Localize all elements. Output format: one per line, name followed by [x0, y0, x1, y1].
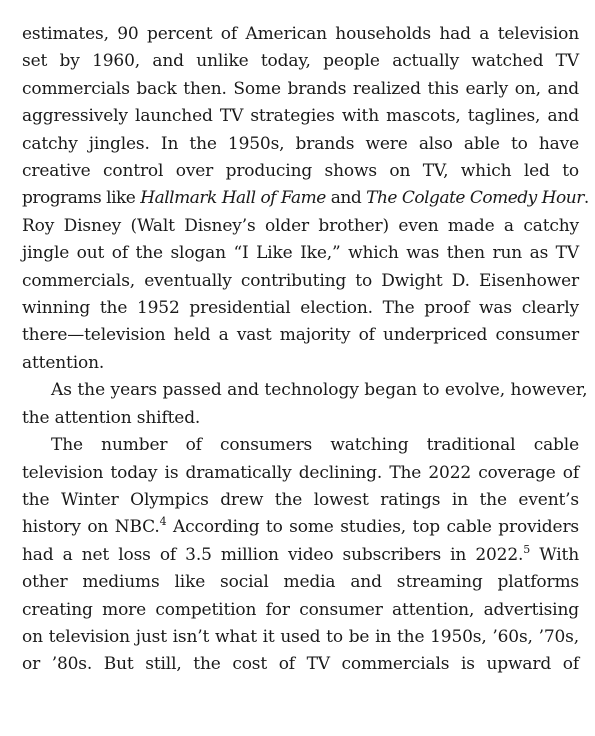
text-run: creating more competition for consumer attention, advertising: [22, 599, 579, 620]
text-line: [22, 76, 579, 103]
text-run: catchy jingles. In the 1950s, brands were also able to have: [22, 133, 579, 154]
text-line: [22, 213, 579, 240]
text-run: attention.: [22, 352, 105, 373]
footnote-ref: 5: [523, 542, 531, 556]
text-line: [22, 240, 579, 267]
text-run: The number of consumers watching traditional cable: [51, 435, 579, 456]
text-line: [22, 514, 579, 541]
text-run: winning the 1952 presidential election. The proof was clearly: [22, 298, 579, 319]
text-line: [22, 432, 579, 459]
text-line: [22, 295, 579, 322]
body-paragraph: [22, 377, 588, 432]
text-run: creative control over producing shows on TV, which led to: [22, 161, 579, 182]
text-line: [22, 350, 579, 377]
text-line: [22, 377, 588, 404]
text-run: commercials, eventually contributing to Dwight D. Eisenhower: [22, 270, 579, 291]
text-line: [22, 131, 579, 158]
text-run: set by 1960, and unlike today, people actually watched TV: [22, 51, 579, 72]
text-run: the attention shifted.: [22, 407, 201, 428]
text-run: history on NBC.: [22, 517, 160, 538]
italic-title: Hallmark Hall of Fame: [140, 188, 326, 209]
text-run: had a net loss of 3.5 million video subscribers in 2022.: [22, 544, 524, 565]
text-run: programs like: [22, 188, 141, 209]
text-run: on television just isn’t what it used to be in the 1950s, ’60s, ’70s,: [22, 626, 579, 647]
text-line: [22, 103, 579, 130]
text-run: According to some studies, top cable providers: [166, 517, 579, 538]
text-run: commercials back then. Some brands realized this early on, and: [22, 78, 579, 99]
text-line: [22, 597, 579, 624]
text-line: [22, 158, 579, 185]
text-line: [22, 322, 579, 349]
text-run: estimates, 90 percent of American households had a television: [22, 24, 579, 44]
text-line: [22, 542, 579, 569]
text-run: and: [325, 188, 367, 209]
text-run: there—television held a vast majority of underpriced consumer: [22, 325, 579, 346]
text-run: As the years passed and technology began to evolve, however,: [51, 380, 588, 401]
text-run: other mediums like social media and streaming platforms: [22, 572, 579, 593]
text-run: or ’80s. But still, the cost of TV commercials is upward of: [22, 654, 579, 675]
text-run: With: [530, 544, 580, 565]
text-line: [22, 651, 579, 678]
text-line: [22, 405, 579, 432]
text-run: Roy Disney (Walt Disney’s older brother) even made a catchy: [22, 215, 579, 236]
text-line: [22, 487, 579, 514]
text-run: jingle out of the slogan “I Like Ike,” which was then run as TV: [22, 243, 579, 264]
body-paragraph: [22, 21, 589, 377]
footnote-ref: 4: [159, 515, 167, 529]
text-run: aggressively launched TV strategies with mascots, taglines, and: [22, 106, 579, 127]
text-run: .: [583, 188, 589, 209]
book-page: [22, 21, 589, 679]
text-line: [22, 48, 579, 75]
text-line: [22, 21, 579, 48]
text-run: television today is dramatically declining. The 2022 coverage of: [22, 462, 579, 483]
text-line: [22, 460, 579, 487]
text-line: [22, 569, 579, 596]
text-run: the Winter Olympics drew the lowest ratings in the event’s: [22, 489, 579, 510]
text-line: [22, 624, 579, 651]
text-line: [22, 185, 589, 212]
body-paragraph: [22, 432, 579, 679]
text-line: [22, 268, 579, 295]
italic-title: The Colgate Comedy Hour: [366, 188, 584, 209]
